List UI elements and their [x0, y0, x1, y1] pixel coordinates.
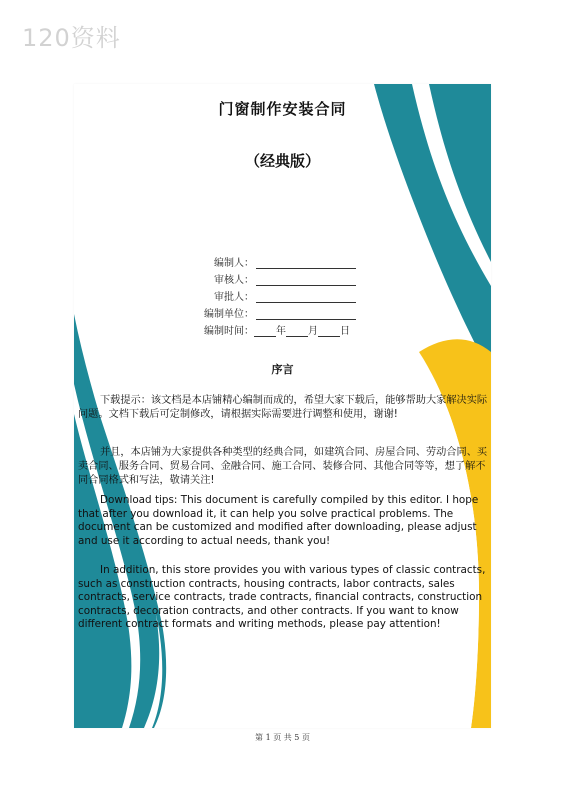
day-label: 日: [340, 326, 350, 337]
field-label: 编制时间：: [204, 326, 254, 337]
year-blank: [254, 326, 276, 337]
watermark-text: 120资料: [22, 24, 121, 52]
signoff-fields: [202, 255, 356, 340]
document-title: 门窗制作安装合同: [218, 100, 347, 118]
field-label: 审批人：: [214, 292, 254, 303]
paragraph-text: Download tips: This document is carefully compiled by this editor. I hope that after you download it, it can help you solve practical problems. The document can be customized and modified after downloading, please adjust and use it according to actual needs, thank you!: [78, 494, 479, 547]
preface-heading: 序言: [271, 363, 294, 376]
field-row-reviewer: [202, 272, 356, 289]
paragraph-text: 下载提示：该文档是本店铺精心编制而成的，希望大家下载后，能够帮助大家解决实际问题。文档下载后可定制修改，请根据实际需要进行调整和使用，谢谢!: [78, 395, 488, 420]
field-blank-line: [256, 275, 356, 286]
field-row-editor: [202, 255, 356, 272]
paragraph-store-en: [78, 564, 488, 632]
paragraph-text: 并且，本店铺为大家提供各种类型的经典合同，如建筑合同、房屋合同、劳动合同、买卖合同、服务合同、贸易合同、金融合同、施工合同、装修合同、其他合同等等，想了解不同合同格式和写法，敬请关注!: [78, 447, 488, 486]
field-row-date: [202, 323, 356, 340]
field-blank-line: [256, 292, 356, 303]
field-label: 编制人：: [214, 258, 254, 269]
field-label: 审核人：: [214, 275, 254, 286]
paragraph-tip-cn: [78, 394, 488, 422]
month-label: 月: [308, 326, 318, 337]
field-row-approver: [202, 289, 356, 306]
year-label: 年: [276, 326, 286, 337]
paragraph-store-cn: [78, 446, 488, 488]
day-blank: [318, 326, 340, 337]
page-footer: 第 1 页 共 5 页: [255, 733, 310, 742]
field-label: 编制单位：: [204, 309, 254, 320]
paragraph-text: In addition, this store provides you with various types of classic contracts, such as construction contracts, housing contracts, labor contracts, sales contracts, service contracts, trade contracts, financial contracts, construction contracts, decoration contracts, and other contracts. If you want to know different contract formats and writing methods, please pay attention!: [78, 564, 486, 631]
page-content: [74, 84, 491, 728]
document-subtitle: （经典版）: [244, 152, 320, 170]
paragraph-tip-en: [78, 494, 488, 548]
field-blank-line: [256, 258, 356, 269]
document-page: [74, 84, 491, 728]
month-blank: [286, 326, 308, 337]
field-blank-line: [256, 309, 356, 320]
field-row-unit: [202, 306, 356, 323]
